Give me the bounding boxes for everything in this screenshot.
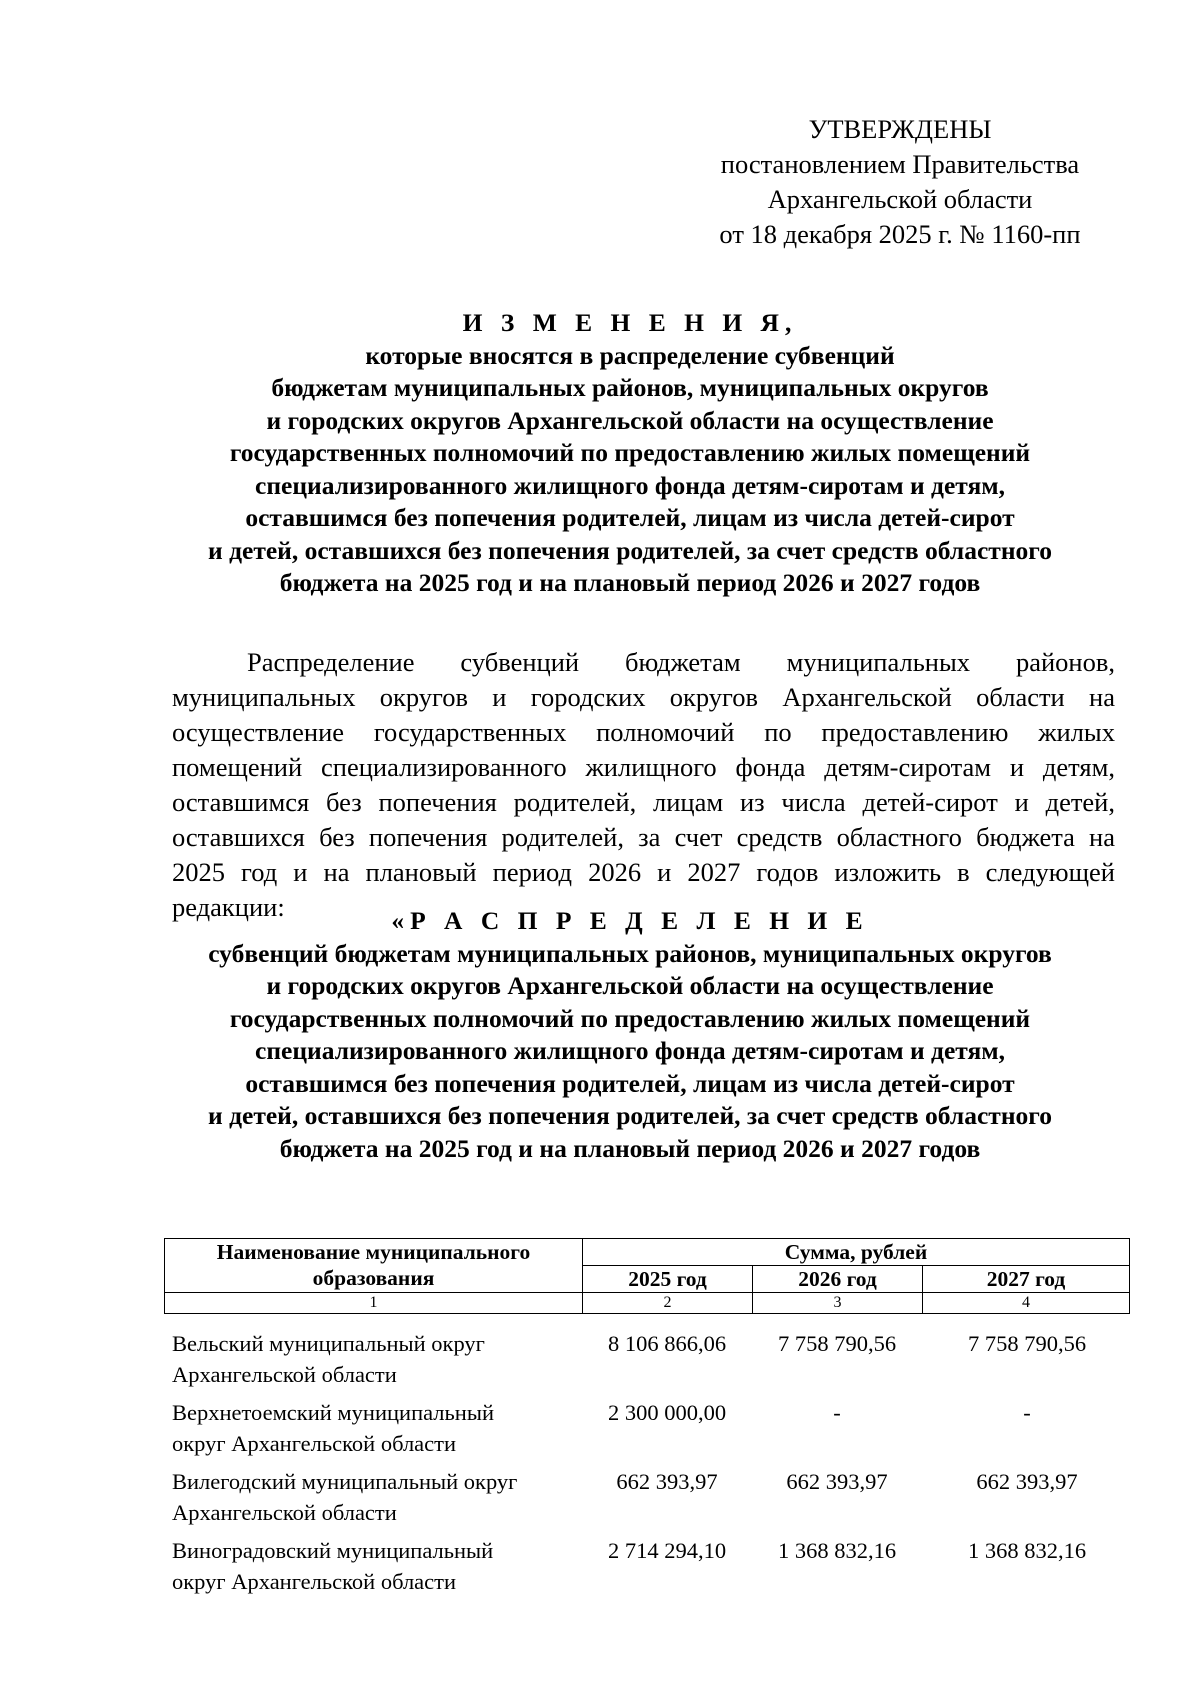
- paragraph-line: [172, 645, 1115, 680]
- paragraph-word: на: [1089, 682, 1115, 712]
- header-sum-rubles: Сумма, рублей: [583, 1239, 1130, 1266]
- distribution-title: [150, 905, 1110, 1165]
- paragraph-word: годов: [756, 857, 819, 887]
- approval-line-3: Архангельской области: [767, 184, 1033, 214]
- distribution-title-line: специализированного жилищного фонда детям-сиротам и детям,: [255, 1036, 1005, 1065]
- changes-title-line: государственных полномочий по предоставлению жилых помещений: [229, 438, 1031, 467]
- municipality-name-line: округ Архангельской области: [172, 1569, 457, 1594]
- header-year-2026: 2026 год: [753, 1266, 923, 1293]
- paragraph-line: [172, 820, 1115, 855]
- paragraph-word: детей,: [1045, 787, 1115, 817]
- changes-title-line: специализированного жилищного фонда детям-сиротам и детям,: [255, 470, 1005, 500]
- paragraph-word: 2025: [172, 857, 225, 887]
- paragraph-word: оставшимся: [172, 787, 310, 817]
- paragraph-word: и: [1014, 787, 1029, 817]
- paragraph-word: и: [293, 857, 308, 887]
- amount-2027: -: [1023, 1400, 1031, 1425]
- paragraph-word: по: [764, 717, 792, 747]
- amount-2027: 7 758 790,56: [967, 1331, 1087, 1356]
- municipality-name-line: Вельский муниципальный округ: [172, 1331, 485, 1356]
- paragraph-word: в: [957, 857, 970, 887]
- municipality-name-line: округ Архангельской области: [172, 1431, 457, 1456]
- amount-2025: 2 300 000,00: [607, 1400, 727, 1425]
- paragraph-word: плановый: [365, 857, 477, 887]
- approval-line-2: постановлением Правительства: [720, 149, 1080, 179]
- amount-2027: 1 368 832,16: [967, 1538, 1087, 1563]
- paragraph-word: государственных: [373, 717, 567, 747]
- amount-2026: -: [833, 1400, 841, 1425]
- changes-heading: И З М Е Н Е Н И Я,: [462, 308, 798, 337]
- paragraph-word: фонда: [735, 752, 806, 782]
- changes-title-line: и детей, оставшихся без попечения родителей, за счет средств областного: [208, 535, 1052, 565]
- paragraph-word: 2026: [588, 857, 642, 887]
- paragraph-line: [172, 750, 1115, 785]
- municipality-name-line: Вилегодский муниципальный округ: [172, 1469, 518, 1494]
- distribution-title-line: бюджета на 2025 год и на плановый период 2026 и 2027 годов: [279, 1133, 981, 1163]
- distribution-title-line: оставшимся без попечения родителей, лицам из числа детей-сирот: [245, 1068, 1015, 1098]
- table-row: [172, 1535, 1132, 1604]
- budget-table-body: [172, 1328, 1132, 1604]
- paragraph-word: специализированного: [321, 752, 567, 782]
- paragraph-word: детям-сиротам: [824, 752, 992, 782]
- paragraph-word: 2027: [687, 857, 741, 887]
- paragraph-word: числа: [781, 787, 846, 817]
- changes-title: [150, 307, 1110, 600]
- header-municipality-name: Наименование муниципального образования: [165, 1239, 583, 1293]
- paragraph-word: и: [1009, 752, 1025, 782]
- paragraph-word: осуществление: [172, 717, 345, 747]
- paragraph-word: предоставлению: [821, 717, 1009, 747]
- distribution-title-line: государственных полномочий по предоставлению жилых помещений: [229, 1003, 1031, 1033]
- approval-date-number: от 18 декабря 2025 г. № 1160-пп: [719, 219, 1081, 249]
- paragraph-word: попечения: [378, 787, 497, 817]
- paragraph-word: детей-сирот: [862, 787, 998, 817]
- paragraph-word: родителей,: [513, 787, 637, 817]
- paragraph-word: без: [325, 787, 362, 817]
- paragraph-word: счет: [674, 822, 723, 852]
- municipality-name: [172, 1397, 552, 1459]
- paragraph-word: бюджета: [976, 822, 1075, 852]
- paragraph-word: следующей: [985, 857, 1115, 887]
- paragraph-word: городских: [530, 682, 646, 712]
- distribution-title-line: и детей, оставшихся без попечения родителей, за счет средств областного: [208, 1101, 1052, 1130]
- paragraph-word: полномочий: [596, 717, 735, 747]
- approval-line-1: УТВЕРЖДЕНЫ: [808, 114, 992, 144]
- table-row: [172, 1466, 1132, 1535]
- header-year-2027: 2027 год: [923, 1266, 1130, 1293]
- municipality-name: [172, 1466, 552, 1528]
- paragraph-word: лицам: [653, 787, 724, 817]
- paragraph-word: на: [1089, 822, 1115, 852]
- paragraph-word: районов,: [1015, 647, 1115, 677]
- amount-2025: 8 106 866,06: [607, 1331, 727, 1356]
- paragraph-line: редакции:: [172, 892, 285, 922]
- amount-2025: 2 714 294,10: [607, 1538, 727, 1563]
- municipality-name-line: Архангельской области: [172, 1362, 397, 1387]
- paragraph-word: Архангельской: [782, 682, 952, 712]
- paragraph-word: на: [323, 857, 350, 887]
- paragraph-word: жилищного: [585, 752, 717, 782]
- changes-title-line: которые вносятся в распределение субвенций: [365, 340, 895, 370]
- distribution-heading: «Р А С П Р Е Д Е Л Е Н И Е: [391, 906, 869, 935]
- municipality-name-line: Виноградовский муниципальный: [172, 1538, 494, 1563]
- distribution-title-line: субвенций бюджетам муниципальных районов, муниципальных округов: [208, 938, 1052, 968]
- table-row: [172, 1397, 1132, 1466]
- paragraph-word: родителей,: [501, 822, 624, 852]
- changes-title-line: и городских округов Архангельской области на осуществление: [266, 405, 994, 435]
- paragraph-word: муниципальных: [172, 682, 356, 712]
- paragraph-word: оставшихся: [172, 822, 305, 852]
- amount-2025: 662 393,97: [616, 1469, 718, 1494]
- paragraph-word: субвенций: [460, 647, 580, 677]
- municipality-name-line: Архангельской области: [172, 1500, 397, 1525]
- budget-table-header: [164, 1238, 1130, 1314]
- paragraph-word: без: [319, 822, 355, 852]
- amount-2026: 1 368 832,16: [777, 1538, 897, 1563]
- municipality-name: [172, 1328, 552, 1390]
- amount-2026: 662 393,97: [786, 1469, 888, 1494]
- body-paragraph: [172, 645, 1115, 925]
- distribution-title-line: и городских округов Архангельской области на осуществление: [266, 971, 994, 1000]
- paragraph-word: детям,: [1042, 752, 1115, 782]
- paragraph-line: [172, 715, 1115, 750]
- column-number: 1: [165, 1293, 583, 1314]
- paragraph-word: изложить: [834, 857, 942, 887]
- paragraph-word: средств: [736, 822, 823, 852]
- paragraph-word: за: [638, 822, 661, 852]
- column-number: 4: [923, 1293, 1130, 1314]
- paragraph-word: жилых: [1038, 717, 1115, 747]
- paragraph-word: бюджетам: [625, 647, 741, 677]
- paragraph-word: и: [492, 682, 507, 712]
- paragraph-word: из: [739, 787, 765, 817]
- paragraph-word: округов: [379, 682, 468, 712]
- amount-2026: 7 758 790,56: [777, 1331, 897, 1356]
- paragraph-word: области: [976, 682, 1065, 712]
- paragraph-word: период: [492, 857, 573, 887]
- municipality-name-line: Верхнетоемский муниципальный: [172, 1400, 494, 1425]
- paragraph-line: [172, 785, 1115, 820]
- changes-title-line: бюджета на 2025 год и на плановый период 2026 и 2027 годов: [279, 568, 981, 597]
- paragraph-word: муниципальных: [786, 647, 971, 677]
- paragraph-word: помещений: [172, 752, 303, 782]
- paragraph-word: год: [241, 857, 278, 887]
- paragraph-word: попечения: [368, 822, 488, 852]
- paragraph-word: и: [657, 857, 672, 887]
- table-row: [172, 1328, 1132, 1397]
- column-number: 2: [583, 1293, 753, 1314]
- amount-2027: 662 393,97: [976, 1469, 1078, 1494]
- changes-title-line: бюджетам муниципальных районов, муниципальных округов: [271, 373, 989, 402]
- paragraph-word: округов: [669, 682, 759, 712]
- paragraph-word: областного: [836, 822, 962, 852]
- approval-stamp: [700, 112, 1100, 252]
- header-year-2025: 2025 год: [583, 1266, 753, 1293]
- paragraph-word: Распределение: [247, 647, 415, 677]
- municipality-name: [172, 1535, 552, 1597]
- column-number: 3: [753, 1293, 923, 1314]
- paragraph-line: [172, 855, 1115, 890]
- paragraph-line: [172, 680, 1115, 715]
- changes-title-line: оставшимся без попечения родителей, лицам из числа детей-сирот: [245, 503, 1015, 532]
